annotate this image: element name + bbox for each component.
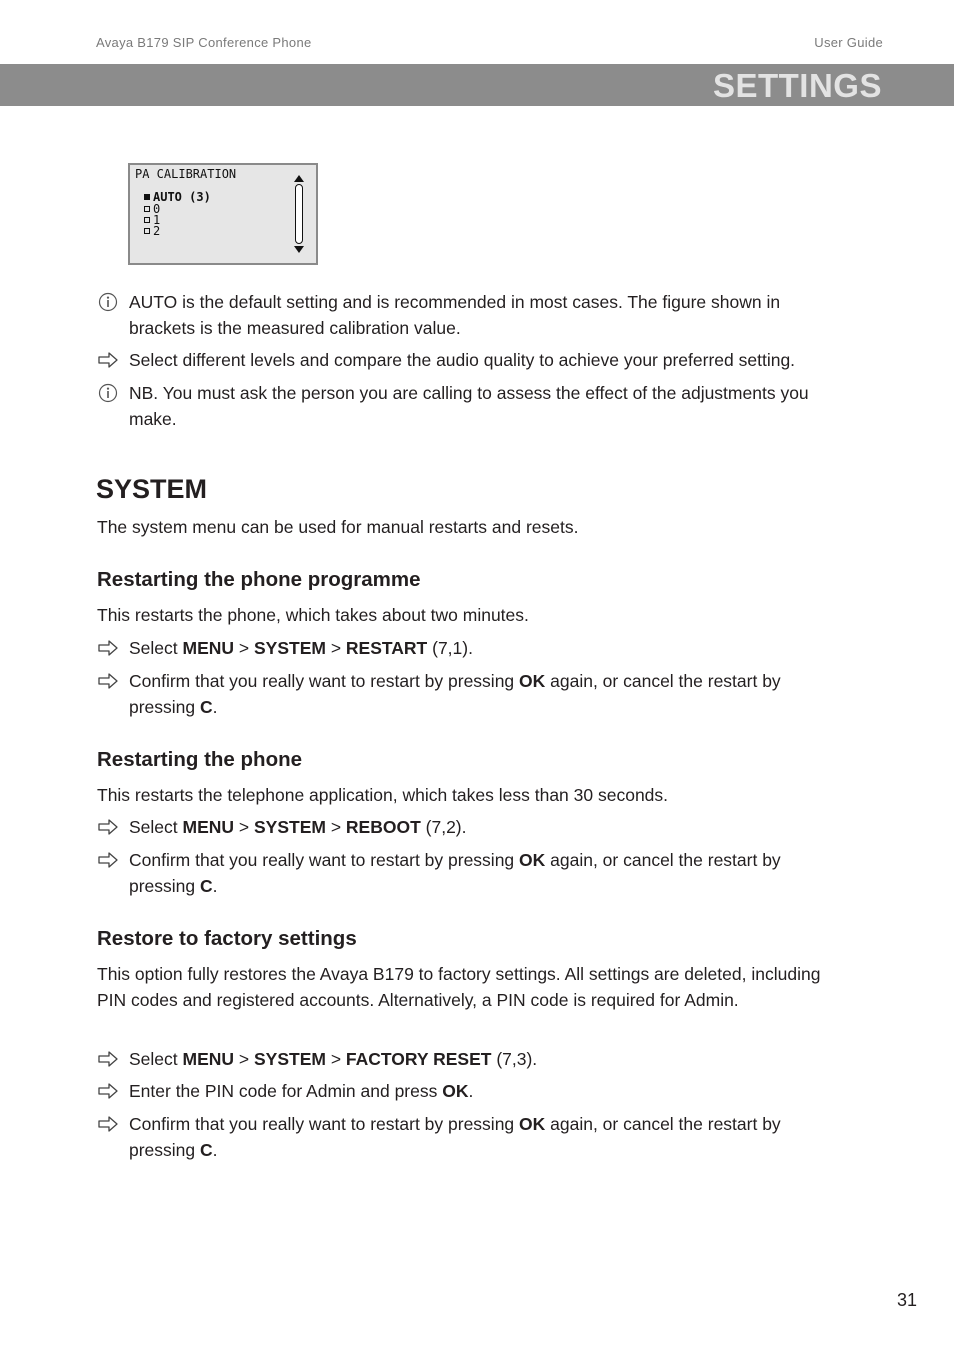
lcd-scrollbar (293, 175, 305, 253)
step-item (97, 1111, 842, 1163)
note-item (97, 380, 842, 432)
step-text: Confirm that you really want to restart by pressing OK again, or cancel the restart by pressing C. (129, 850, 781, 896)
system-intro: The system menu can be used for manual restarts and resets. (97, 517, 579, 537)
section-title: SETTINGS (712, 67, 882, 104)
restart-phone-desc: This restarts the telephone application, which takes less than 30 seconds. (97, 785, 669, 805)
restart-programme-heading: Restarting the phone programme (97, 568, 421, 591)
checkbox-empty-icon (144, 206, 150, 212)
page-number: 31 (896, 1290, 917, 1310)
running-header-guide: User Guide (814, 35, 883, 50)
note-text: NB. You must ask the person you are calling to assess the effect of the adjustments you make. (129, 383, 809, 429)
checkbox-empty-icon (144, 217, 150, 223)
step-text: Select different levels and compare the audio quality to achieve your preferred setting. (129, 350, 796, 370)
note-item (97, 289, 842, 341)
system-heading: SYSTEM (96, 474, 208, 504)
step-item (97, 1078, 842, 1104)
lcd-title: PA CALIBRATION (135, 167, 237, 181)
step-item (97, 668, 842, 720)
factory-desc: This option fully restores the Avaya B179 to factory settings. All settings are deleted, including PIN codes and registered accounts. Alternatively, a PIN code is required for Admin. (97, 964, 821, 1010)
arrow-right-icon (97, 1081, 119, 1101)
step-text: Select MENU > SYSTEM > REBOOT (7,2). (129, 817, 467, 837)
checkbox-empty-icon (144, 228, 150, 234)
info-icon (97, 383, 119, 403)
arrow-right-icon (97, 350, 119, 370)
lcd-screen-figure (128, 163, 318, 265)
lcd-option-2: 2 (144, 226, 160, 237)
factory-heading: Restore to factory settings (97, 927, 357, 950)
scroll-up-arrow-icon (294, 175, 304, 182)
step-text: Confirm that you really want to restart by pressing OK again, or cancel the restart by pressing C. (129, 1114, 781, 1160)
running-header-title: Avaya B179 SIP Conference Phone (96, 35, 312, 50)
lcd-option-auto: AUTO (3) (144, 192, 211, 203)
step-text: Select MENU > SYSTEM > RESTART (7,1). (129, 638, 473, 658)
step-item (97, 814, 842, 840)
lcd-option-1: 1 (144, 215, 160, 226)
arrow-right-icon (97, 671, 119, 691)
restart-phone-heading: Restarting the phone (97, 748, 303, 771)
step-text: Enter the PIN code for Admin and press OK. (129, 1081, 474, 1101)
step-item (97, 347, 842, 373)
checkbox-filled-icon (144, 194, 150, 200)
step-item (97, 635, 842, 661)
restart-programme-desc: This restarts the phone, which takes about two minutes. (97, 605, 529, 625)
step-text: Select MENU > SYSTEM > FACTORY RESET (7,3). (129, 1049, 538, 1069)
arrow-right-icon (97, 1049, 119, 1069)
arrow-right-icon (97, 817, 119, 837)
scroll-down-arrow-icon (294, 246, 304, 253)
arrow-right-icon (97, 850, 119, 870)
lcd-option-0: 0 (144, 204, 160, 215)
note-text: AUTO is the default setting and is recommended in most cases. The figure shown in brackets is the measured calibration value. (129, 292, 781, 338)
step-text: Confirm that you really want to restart by pressing OK again, or cancel the restart by pressing C. (129, 671, 781, 717)
info-icon (97, 292, 119, 312)
step-item (97, 1046, 842, 1072)
scroll-track (295, 184, 303, 244)
arrow-right-icon (97, 1114, 119, 1134)
step-item (97, 847, 842, 899)
arrow-right-icon (97, 638, 119, 658)
section-banner (0, 64, 954, 106)
